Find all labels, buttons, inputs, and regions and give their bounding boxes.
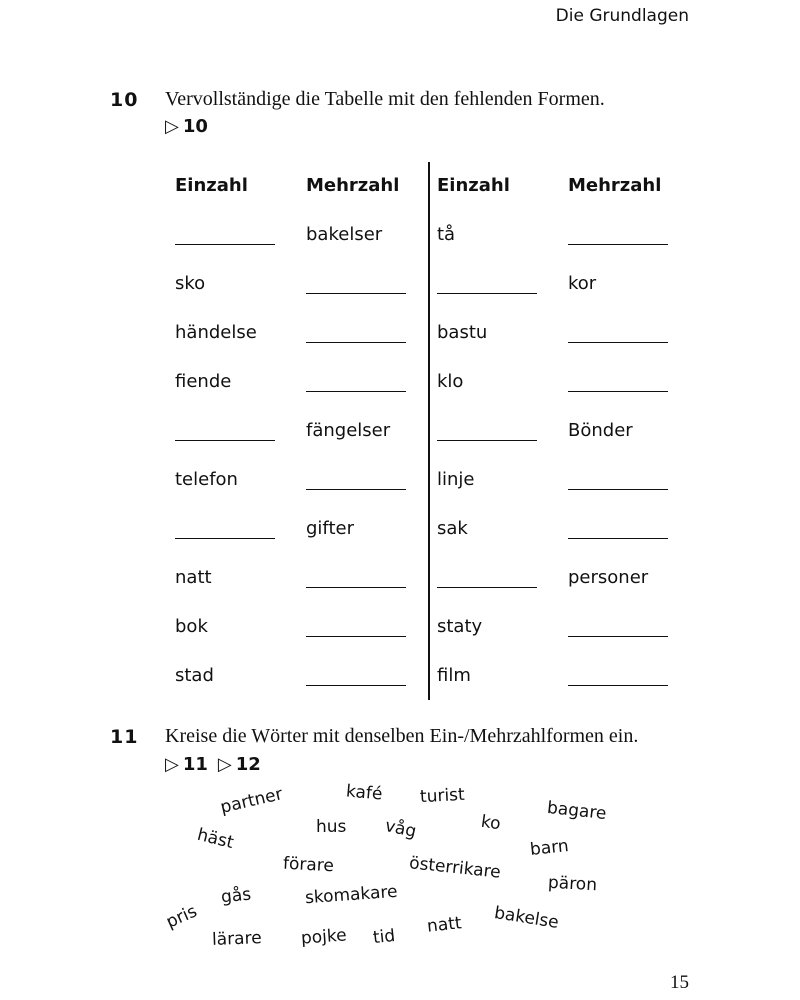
answer-blank[interactable]: [568, 342, 668, 343]
cloud-word[interactable]: ko: [479, 811, 502, 835]
answer-blank[interactable]: [306, 342, 406, 343]
answer-blank[interactable]: [306, 391, 406, 392]
exercise-10-reference: [165, 116, 208, 137]
exercise-11-references: [165, 754, 261, 775]
table-cell: klo: [437, 371, 464, 392]
cloud-word[interactable]: pris: [163, 901, 201, 933]
cloud-word[interactable]: tid: [372, 925, 397, 949]
answer-blank[interactable]: [175, 440, 275, 441]
play-triangle-icon: ▷: [165, 754, 179, 775]
table-cell: tå: [437, 224, 456, 245]
answer-blank[interactable]: [437, 293, 537, 294]
cloud-word[interactable]: gås: [220, 884, 253, 908]
cloud-word[interactable]: bakelse: [492, 903, 561, 933]
column-header-singular-1: Einzahl: [175, 175, 248, 196]
table-cell: linje: [437, 469, 475, 490]
exercise-10-instruction: Vervollständige die Tabelle mit den fehlenden Formen.: [165, 88, 605, 110]
exercise-11-number: 11: [110, 726, 139, 748]
table-cell: personer: [568, 567, 649, 588]
cloud-word[interactable]: förare: [282, 853, 335, 877]
table-cell: fängelser: [306, 420, 391, 441]
table-cell: stad: [175, 665, 214, 686]
exercise-11-instruction: Kreise die Wörter mit denselben Ein-/Mehrzahlformen ein.: [165, 725, 639, 747]
answer-blank[interactable]: [437, 440, 537, 441]
answer-blank[interactable]: [568, 391, 668, 392]
table-cell: sak: [437, 518, 468, 539]
answer-blank[interactable]: [306, 489, 406, 490]
table-cell: bastu: [437, 322, 488, 343]
running-header: Die Grundlagen: [555, 6, 689, 26]
table-cell: sko: [175, 273, 206, 294]
reference-number: 12: [235, 754, 261, 775]
cloud-word[interactable]: turist: [419, 784, 466, 808]
cloud-word[interactable]: partner: [218, 784, 285, 818]
cloud-word[interactable]: hus: [316, 817, 347, 837]
table-cell: bakelser: [306, 224, 383, 245]
answer-blank[interactable]: [437, 587, 537, 588]
cloud-word[interactable]: barn: [529, 836, 570, 860]
cloud-word[interactable]: skomakare: [304, 881, 399, 909]
page-number: 15: [670, 972, 689, 993]
cloud-word[interactable]: päron: [547, 872, 598, 896]
table-cell: Bönder: [568, 420, 633, 441]
reference-number: 10: [182, 116, 208, 137]
answer-blank[interactable]: [568, 538, 668, 539]
table-cell: gifter: [306, 518, 354, 539]
table-cell: fiende: [175, 371, 232, 392]
column-header-plural-2: Mehrzahl: [568, 175, 662, 196]
table-cell: händelse: [175, 322, 257, 343]
cloud-word[interactable]: häst: [195, 824, 236, 854]
cloud-word[interactable]: natt: [426, 913, 463, 937]
column-header-singular-2: Einzahl: [437, 175, 510, 196]
cloud-word[interactable]: kafé: [345, 781, 384, 805]
column-header-plural-1: Mehrzahl: [306, 175, 400, 196]
cloud-word[interactable]: österrikare: [408, 853, 502, 883]
answer-blank[interactable]: [306, 685, 406, 686]
cloud-word[interactable]: bagare: [546, 797, 608, 825]
answer-blank[interactable]: [306, 587, 406, 588]
answer-blank[interactable]: [568, 685, 668, 686]
exercise-10-number: 10: [110, 89, 139, 111]
answer-blank[interactable]: [175, 244, 275, 245]
answer-blank[interactable]: [568, 244, 668, 245]
cloud-word[interactable]: våg: [383, 815, 419, 843]
table-divider: [428, 162, 430, 700]
table-cell: kor: [568, 273, 597, 294]
cloud-word[interactable]: pojke: [300, 925, 348, 949]
answer-blank[interactable]: [568, 636, 668, 637]
answer-blank[interactable]: [175, 538, 275, 539]
table-cell: natt: [175, 567, 212, 588]
cloud-word[interactable]: lärare: [211, 928, 262, 950]
table-cell: bok: [175, 616, 208, 637]
play-triangle-icon: ▷: [165, 116, 179, 137]
table-cell: film: [437, 665, 471, 686]
table-cell: staty: [437, 616, 483, 637]
reference-number: 11: [182, 754, 208, 775]
answer-blank[interactable]: [568, 489, 668, 490]
answer-blank[interactable]: [306, 293, 406, 294]
play-triangle-icon: ▷: [217, 754, 232, 775]
answer-blank[interactable]: [306, 636, 406, 637]
table-cell: telefon: [175, 469, 238, 490]
